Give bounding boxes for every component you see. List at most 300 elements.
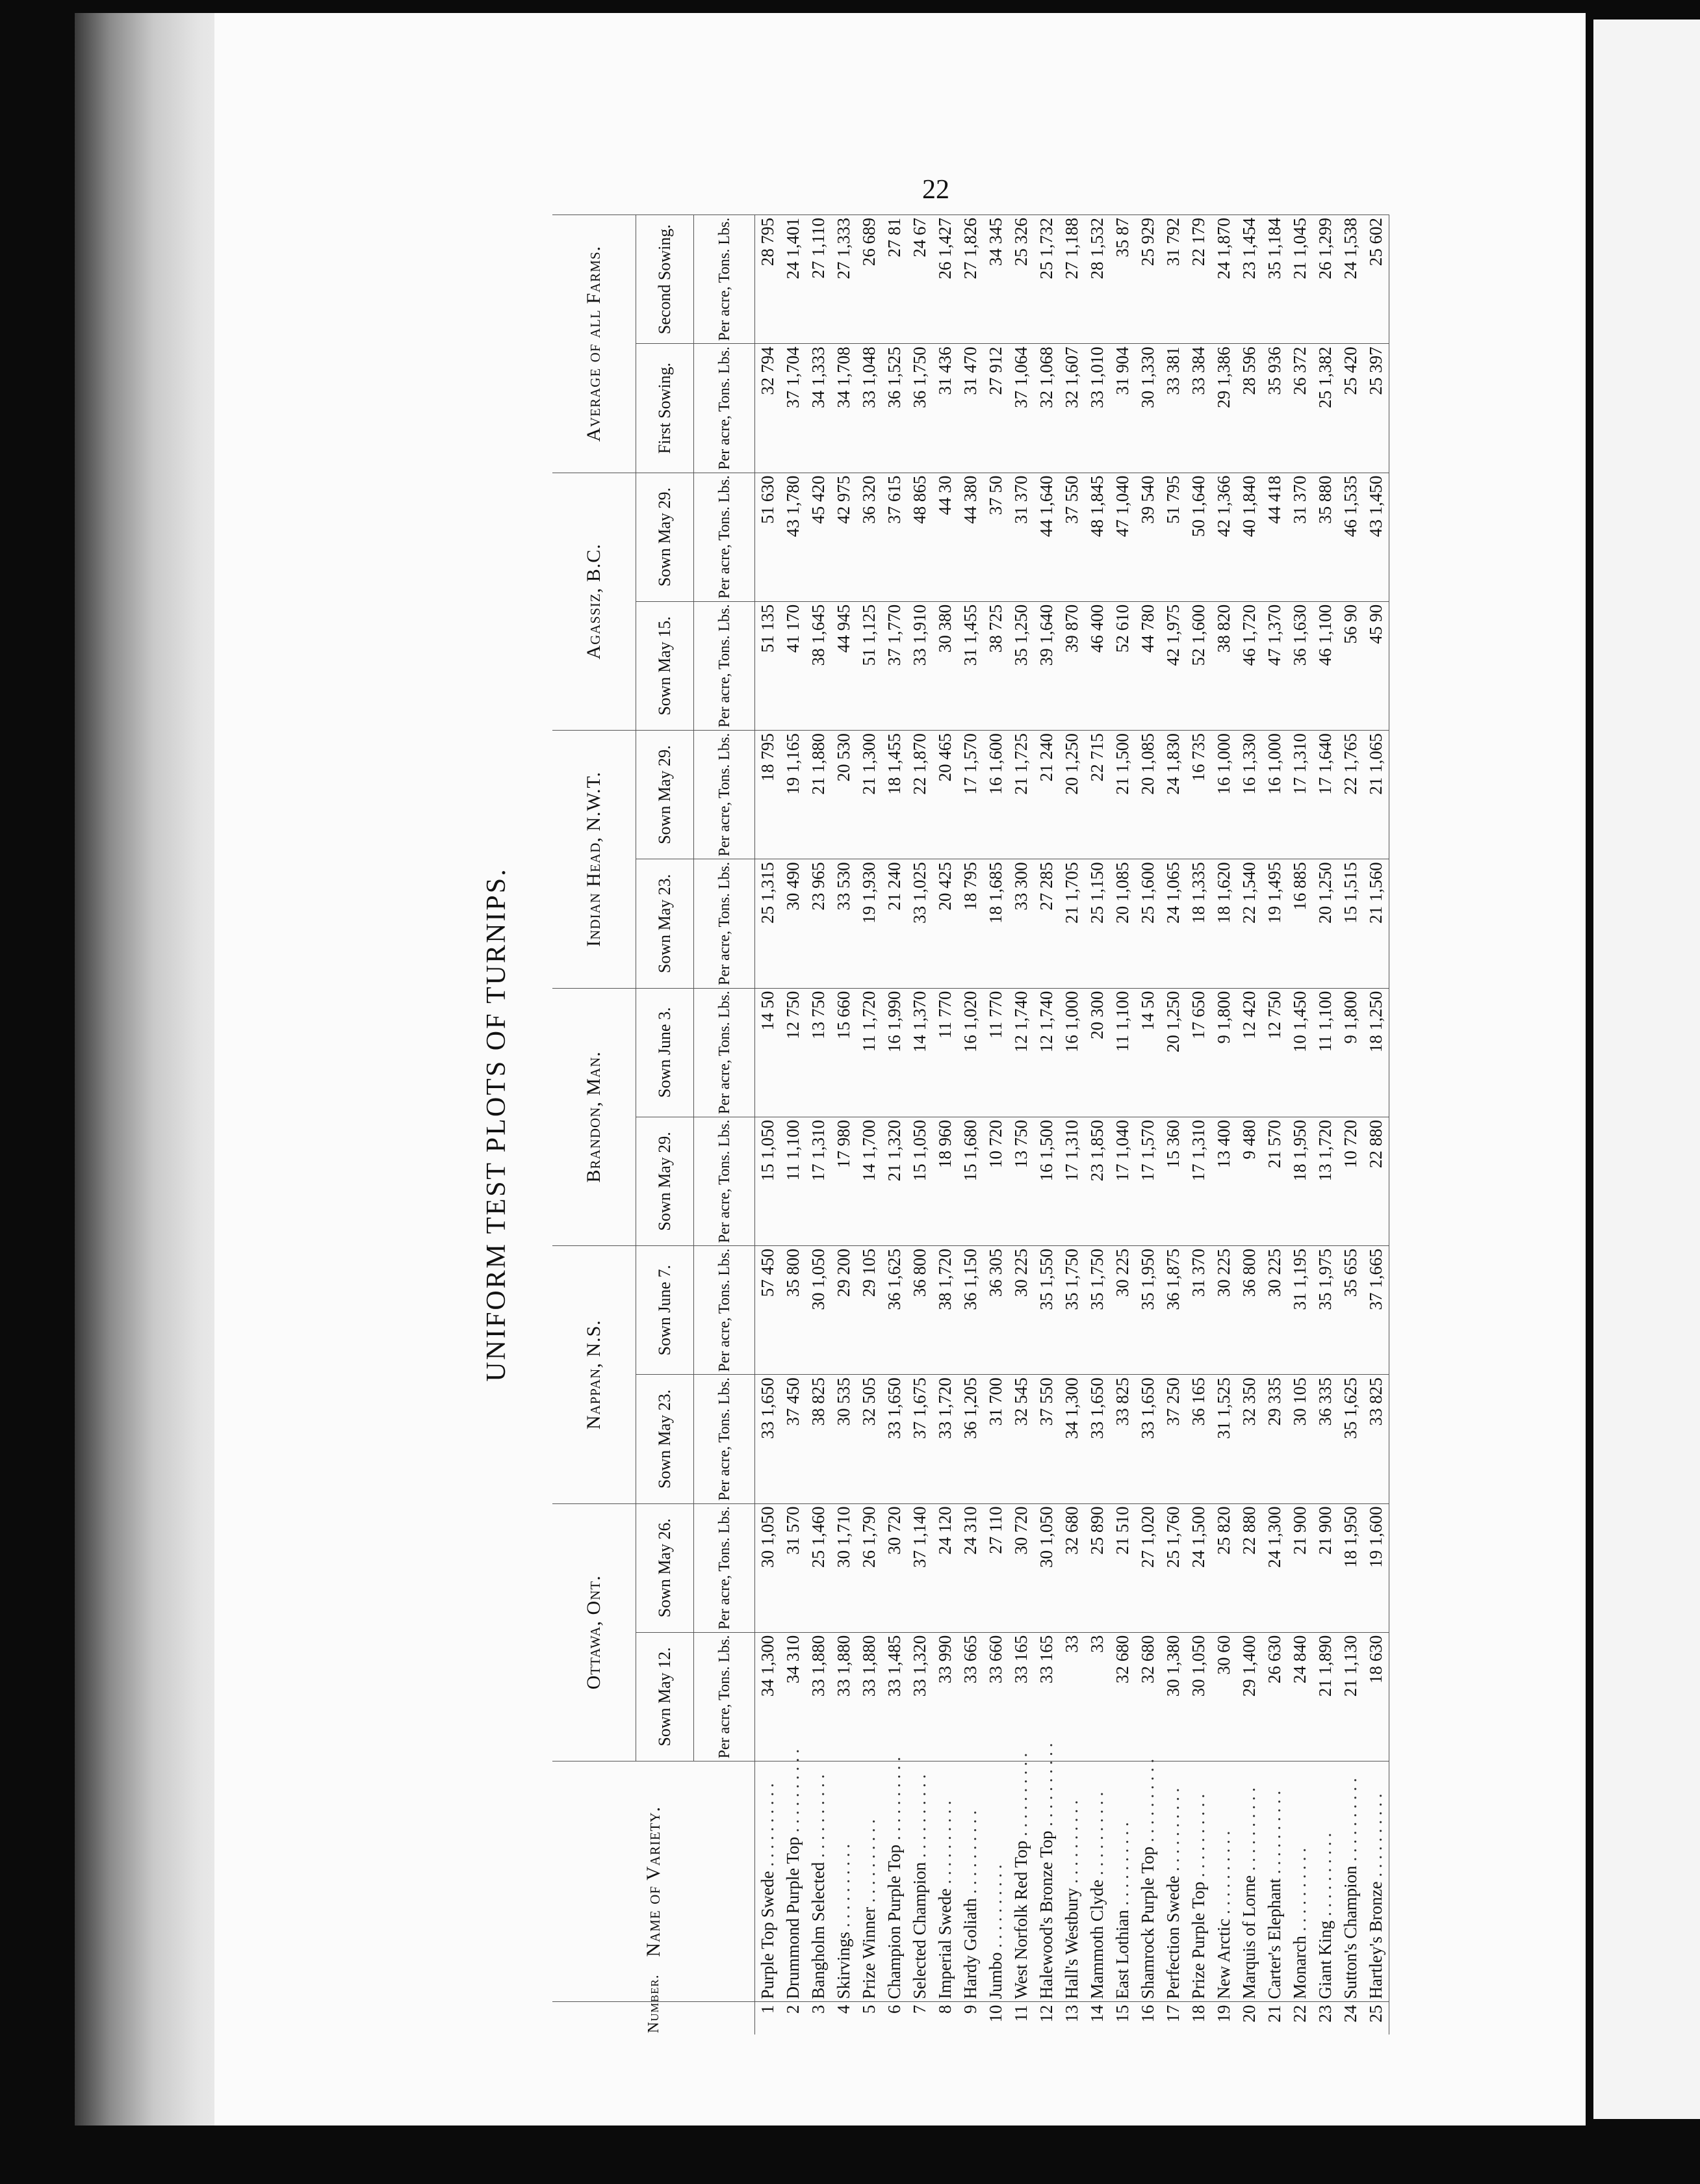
leader-dots [1239,1788,1259,1875]
yield-cell: 21 900 [1287,1503,1313,1632]
sowing-date-header: Sown May 15. [636,601,694,730]
yield-cell: 18 1,950 [1287,1117,1313,1245]
yield-cell: 18 1,455 [882,731,907,859]
yield-cell: 13 750 [806,988,831,1117]
leader-dots [910,1774,929,1862]
yield-cell: 30 380 [933,601,958,730]
yield-cell: 33 660 [983,1632,1009,1761]
yield-cell: 44 780 [1135,601,1161,730]
leader-dots [783,1749,803,1837]
yield-cell: 33 165 [1034,1632,1059,1761]
yield-cell: 31 700 [983,1375,1009,1503]
yield-cell: 31 1,195 [1287,1246,1313,1375]
table-title: UNIFORM TEST PLOTS OF TURNIPS. [482,867,511,1382]
yield-cell: 26 372 [1287,344,1313,473]
yield-cell: 15 660 [831,988,856,1117]
yield-cell: 25 1,382 [1313,344,1338,473]
yield-cell: 33 1,880 [831,1632,856,1761]
leader-dots [834,1844,853,1932]
yield-cell: 24 1,870 [1211,215,1237,344]
sowing-date-header: Sown May 26. [636,1503,694,1632]
yield-cell: 27 110 [983,1503,1009,1632]
yield-cell: 33 825 [1363,1375,1389,1503]
unit-header: Per acre, Tons. Lbs. [694,601,755,730]
sowing-date-header: Sown June 7. [636,1246,694,1375]
yield-cell: 35 87 [1110,215,1135,344]
yield-cell: 13 1,720 [1313,1117,1338,1245]
farm-group-header: Brandon, Man. [552,988,636,1245]
variety-name: Jumbo [986,1952,1005,1999]
variety-name-cell [1338,1762,1363,2002]
yield-cell: 27 1,333 [831,215,856,344]
yield-cell: 32 545 [1009,1375,1034,1503]
yield-cell: 17 1,570 [958,731,983,859]
table-row [1287,215,1313,2035]
leader-dots [1037,1743,1056,1831]
variety-name-cell [1211,1762,1237,2002]
yield-cell: 37 450 [780,1375,806,1503]
yield-cell: 17 1,570 [1135,1117,1161,1245]
yield-cell: 17 1,310 [806,1117,831,1245]
yield-cell: 24 1,538 [1338,215,1363,344]
yield-cell: 36 165 [1186,1375,1211,1503]
yield-cell: 31 370 [1009,473,1034,601]
leader-dots [1011,1753,1031,1841]
yield-cell: 11 1,720 [856,988,882,1117]
yield-cell: 35 1,975 [1313,1246,1338,1375]
yield-cell: 33 381 [1161,344,1186,473]
yield-cell: 38 1,720 [933,1246,958,1375]
table-row [1211,215,1237,2035]
yield-cell: 17 1,310 [1059,1117,1085,1245]
yield-cell: 30 225 [1211,1246,1237,1375]
sowing-date-header: Sown May 23. [636,1375,694,1503]
yield-cell: 44 380 [958,473,983,601]
row-number: 17 [1161,2002,1186,2034]
yield-cell: 30 225 [1110,1246,1135,1375]
yield-cell: 25 1,460 [806,1503,831,1632]
yield-cell: 24 67 [907,215,933,344]
yield-cell: 30 225 [1009,1246,1034,1375]
yield-cell: 37 550 [1059,473,1085,601]
yield-cell: 30 1,050 [1186,1632,1211,1761]
yield-cell: 33 1,880 [806,1632,831,1761]
yield-cell: 13 400 [1211,1117,1237,1245]
yield-cell: 16 1,000 [1059,988,1085,1117]
yield-cell: 51 1,125 [856,601,882,730]
yield-cell: 26 1,299 [1313,215,1338,344]
yield-cell: 23 1,850 [1085,1117,1110,1245]
yield-cell: 14 1,370 [907,988,933,1117]
yield-cell: 35 880 [1313,473,1338,601]
table-row [1135,215,1161,2035]
sowing-date-header: Sown May 29. [636,1117,694,1245]
variety-name: Mammoth Clyde [1087,1879,1107,1999]
yield-cell: 21 900 [1313,1503,1338,1632]
variety-name-cell [907,1762,933,2002]
yield-cell: 30 1,050 [806,1246,831,1375]
yield-cell: 33 1,048 [856,344,882,473]
yield-cell: 47 1,370 [1262,601,1287,730]
yield-cell: 20 1,085 [1110,859,1135,988]
yield-cell: 45 90 [1363,601,1389,730]
row-number: 20 [1237,2002,1262,2034]
yield-cell: 31 1,525 [1211,1375,1237,1503]
variety-name-cell [933,1762,958,2002]
variety-name: Skirvings [834,1931,853,1999]
yield-cell: 16 1,000 [1262,731,1287,859]
yield-cell: 36 1,630 [1287,601,1313,730]
yield-cell: 25 602 [1363,215,1389,344]
yield-cell: 24 1,300 [1262,1503,1287,1632]
yield-cell: 21 1,065 [1363,731,1389,859]
unit-header: Per acre, Tons. Lbs. [694,988,755,1117]
yield-cell: 33 384 [1186,344,1211,473]
yield-cell: 27 81 [882,215,907,344]
yield-cell: 46 1,100 [1313,601,1338,730]
yield-cell: 29 200 [831,1246,856,1375]
yield-cell: 14 50 [755,988,781,1117]
yield-cell: 27 1,020 [1135,1503,1161,1632]
yield-cell: 42 1,975 [1161,601,1186,730]
yield-cell: 32 505 [856,1375,882,1503]
table-row [882,215,907,2035]
leader-dots [1163,1788,1183,1876]
leader-dots [960,1810,980,1898]
variety-name-cell [1287,1762,1313,2002]
yield-cell: 30 535 [831,1375,856,1503]
yield-cell: 25 1,150 [1085,859,1110,988]
yield-cell: 34 345 [983,215,1009,344]
yield-cell: 29 1,386 [1211,344,1237,473]
yield-cell: 52 1,600 [1186,601,1211,730]
unit-header: Per acre, Tons. Lbs. [694,1117,755,1245]
yield-cell: 18 1,685 [983,859,1009,988]
row-number: 2 [780,2002,806,2034]
yield-cell: 44 30 [933,473,958,601]
yield-cell: 20 1,250 [1313,859,1338,988]
yield-cell: 33 1,485 [882,1632,907,1761]
yield-cell: 33 165 [1009,1632,1034,1761]
variety-name: West Norfolk Red Top [1011,1840,1031,1999]
yield-cell: 22 715 [1085,731,1110,859]
yield-cell: 25 326 [1009,215,1034,344]
yield-cell: 33 1,650 [755,1375,781,1503]
yield-cell: 33 1,650 [882,1375,907,1503]
yield-cell: 14 50 [1135,988,1161,1117]
yield-cell: 16 735 [1186,731,1211,859]
yield-cell: 15 1,050 [755,1117,781,1245]
yield-cell: 16 1,600 [983,731,1009,859]
farm-group-header: Agassiz, B.C. [552,473,636,730]
yield-cell: 32 350 [1237,1375,1262,1503]
variety-name: New Arctic [1214,1918,1233,1999]
yield-cell: 52 610 [1110,601,1135,730]
yield-cell: 35 655 [1338,1246,1363,1375]
row-number: 15 [1110,2002,1135,2034]
yield-cell: 34 1,333 [806,344,831,473]
yield-cell: 29 105 [856,1246,882,1375]
yield-cell: 22 179 [1186,215,1211,344]
yield-cell: 34 1,708 [831,344,856,473]
yield-cell: 57 450 [755,1246,781,1375]
yield-cell: 47 1,040 [1110,473,1135,601]
variety-name-cell [780,1762,806,2002]
row-number: 23 [1313,2002,1338,2034]
variety-name-cell [1085,1762,1110,2002]
yield-cell: 17 650 [1186,988,1211,1117]
yield-cell: 37 1,064 [1009,344,1034,473]
variety-name-cell [806,1762,831,2002]
yield-cell: 12 750 [1262,988,1287,1117]
variety-name: Prize Purple Top [1189,1881,1208,1999]
variety-name: Carter's Elephant [1265,1878,1284,1999]
variety-name: Hardy Goliath [960,1898,980,1999]
yield-cell: 33 1,720 [933,1375,958,1503]
yield-cell: 40 1,840 [1237,473,1262,601]
yield-cell: 30 1,710 [831,1503,856,1632]
row-number: 19 [1211,2002,1237,2034]
yield-cell: 22 880 [1363,1117,1389,1245]
variety-name-cell [1034,1762,1059,2002]
yield-cell: 37 550 [1034,1375,1059,1503]
yield-cell: 18 630 [1363,1632,1389,1761]
yield-cell: 38 825 [806,1375,831,1503]
yield-cell: 33 825 [1110,1375,1135,1503]
table-row [1338,215,1363,2035]
variety-name-cell [1262,1762,1287,2002]
yield-cell: 21 240 [882,859,907,988]
yield-cell: 37 250 [1161,1375,1186,1503]
table-row [907,215,933,2035]
yield-cell: 9 480 [1237,1117,1262,1245]
yield-cell: 17 1,310 [1287,731,1313,859]
yield-cell: 33 665 [958,1632,983,1761]
yield-cell: 30 720 [882,1503,907,1632]
row-number: 5 [856,2002,882,2034]
farm-group-header: Nappan, N.S. [552,1246,636,1503]
yield-cell: 19 1,495 [1262,859,1287,988]
sowing-date-header: Sown May 29. [636,731,694,859]
yield-cell: 17 1,310 [1186,1117,1211,1245]
yield-cell: 24 840 [1287,1632,1313,1761]
yield-cell: 32 1,607 [1059,344,1085,473]
farm-group-header: Average of all Farms. [552,215,636,473]
yield-cell: 25 1,760 [1161,1503,1186,1632]
yield-cell: 33 [1059,1632,1085,1761]
yield-cell: 44 418 [1262,473,1287,601]
variety-name: Selected Champion [910,1862,929,1999]
yield-cell: 21 1,045 [1287,215,1313,344]
yield-cell: 37 1,704 [780,344,806,473]
yield-cell: 9 1,800 [1211,988,1237,1117]
table-row [958,215,983,2035]
yield-cell: 33 1,025 [907,859,933,988]
yield-cell: 33 1,650 [1135,1375,1161,1503]
variety-name: Sutton's Champion [1341,1866,1360,1999]
yield-cell: 35 800 [780,1246,806,1375]
yield-cell: 29 1,400 [1237,1632,1262,1761]
yield-cell: 21 510 [1110,1503,1135,1632]
yield-cell: 34 310 [780,1632,806,1761]
yield-cell: 23 1,454 [1237,215,1262,344]
sowing-date-header: Sown May 12. [636,1632,694,1761]
row-number: 6 [882,2002,907,2034]
yield-cell: 16 1,330 [1237,731,1262,859]
yield-cell: 16 1,990 [882,988,907,1117]
leader-dots [1087,1792,1107,1880]
yield-cell: 35 1,750 [1085,1246,1110,1375]
yield-cell: 26 1,790 [856,1503,882,1632]
unit-header: Per acre, Tons. Lbs. [694,1632,755,1761]
leader-dots [758,1783,777,1871]
yield-cell: 20 300 [1085,988,1110,1117]
yield-cell: 25 420 [1338,344,1363,473]
yield-cell: 24 1,830 [1161,731,1186,859]
sowing-date-header: Sown June 3. [636,988,694,1117]
table-row [806,215,831,2035]
yield-cell: 35 1,550 [1034,1246,1059,1375]
sowing-date-header: Sown May 23. [636,859,694,988]
yield-cell: 31 1,455 [958,601,983,730]
yield-cell: 16 1,500 [1034,1117,1059,1245]
row-number: 1 [755,2002,781,2034]
variety-name: Bangholm Selected [808,1862,828,1999]
yield-cell: 26 689 [856,215,882,344]
yield-cell: 37 1,140 [907,1503,933,1632]
variety-name-cell [1186,1762,1211,2002]
yield-cell: 39 540 [1135,473,1161,601]
yield-cell: 21 1,320 [882,1117,907,1245]
variety-name-cell [1059,1762,1085,2002]
yield-cell: 14 1,700 [856,1117,882,1245]
leader-dots [859,1819,879,1907]
unit-header: Per acre, Tons. Lbs. [694,859,755,988]
yield-cell: 21 1,560 [1363,859,1389,988]
variety-name: Hall's Westbury [1062,1888,1081,1999]
variety-name: Giant King [1315,1920,1335,1999]
table-row [983,215,1009,2035]
yield-cell: 26 630 [1262,1632,1287,1761]
table-row [780,215,806,2035]
yield-cell: 17 1,040 [1110,1117,1135,1245]
table-row [1161,215,1186,2035]
variety-name-cell [831,1762,856,2002]
leader-dots [935,1800,955,1888]
leader-dots [1341,1778,1360,1866]
variety-name: Purple Top Swede [758,1871,777,1999]
variety-name-cell [1313,1762,1338,2002]
yield-cell: 15 360 [1161,1117,1186,1245]
yield-cell: 22 1,765 [1338,731,1363,859]
yield-cell: 13 750 [1009,1117,1034,1245]
row-number: 4 [831,2002,856,2034]
row-number: 10 [983,2002,1009,2034]
variety-name-cell [856,1762,882,2002]
yield-cell: 30 720 [1009,1503,1034,1632]
yield-cell: 37 1,770 [882,601,907,730]
yield-cell: 32 794 [755,344,781,473]
yield-cell: 28 795 [755,215,781,344]
yield-cell: 10 1,450 [1287,988,1313,1117]
yield-cell: 27 912 [983,344,1009,473]
yield-cell: 12 750 [780,988,806,1117]
variety-name: Champion Purple Top [884,1844,904,1999]
leader-dots [1062,1800,1081,1888]
leader-dots [1290,1848,1309,1936]
yield-cell: 36 800 [1237,1246,1262,1375]
yield-cell: 56 90 [1338,601,1363,730]
yield-cell: 37 1,665 [1363,1246,1389,1375]
yield-cell: 25 397 [1363,344,1389,473]
yield-cell: 11 1,100 [780,1117,806,1245]
yield-cell: 20 425 [933,859,958,988]
yield-cell: 18 1,250 [1363,988,1389,1117]
row-number: 7 [907,2002,933,2034]
yield-cell: 18 795 [755,731,781,859]
yield-cell: 19 1,165 [780,731,806,859]
facing-page-edge [1593,20,1700,2119]
variety-name-cell [1009,1762,1034,2002]
yield-cell: 18 960 [933,1117,958,1245]
yield-cell: 12 1,740 [1009,988,1034,1117]
row-number: 21 [1262,2002,1287,2034]
yield-cell: 31 792 [1161,215,1186,344]
yield-cell: 20 1,250 [1161,988,1186,1117]
yield-cell: 36 1,875 [1161,1246,1186,1375]
yield-cell: 25 820 [1211,1503,1237,1632]
yield-cell: 51 795 [1161,473,1186,601]
yield-cell: 43 1,450 [1363,473,1389,601]
unit-header: Per acre, Tons. Lbs. [694,215,755,344]
table-row [831,215,856,2035]
table-row [856,215,882,2035]
table-row [1313,215,1338,2035]
variety-name: Marquis of Lorne [1239,1875,1259,1999]
yield-cell: 10 720 [983,1117,1009,1245]
yield-cell: 32 680 [1110,1632,1135,1761]
yield-cell: 21 1,300 [856,731,882,859]
yield-cell: 12 1,740 [1034,988,1059,1117]
yield-cell: 38 725 [983,601,1009,730]
yield-cell: 30 1,330 [1135,344,1161,473]
variety-name: Halewood's Bronze Top [1037,1830,1056,1999]
yield-cell: 25 1,732 [1034,215,1059,344]
yield-cell: 36 1,205 [958,1375,983,1503]
yield-cell: 41 170 [780,601,806,730]
yield-cell: 15 1,050 [907,1117,933,1245]
sowing-date-header: Sown May 29. [636,473,694,601]
yield-cell: 34 1,300 [755,1632,781,1761]
yield-cell: 44 945 [831,601,856,730]
yield-cell: 28 1,532 [1085,215,1110,344]
row-number: 22 [1287,2002,1313,2034]
row-number: 18 [1186,2002,1211,2034]
yield-cell: 30 1,380 [1161,1632,1186,1761]
yield-cell: 27 1,110 [806,215,831,344]
turnip-test-plots-table [552,214,1389,2034]
yield-cell: 36 1,150 [958,1246,983,1375]
yield-cell: 34 1,300 [1059,1375,1085,1503]
yield-cell: 20 530 [831,731,856,859]
leader-dots [884,1757,904,1845]
yield-cell: 50 1,640 [1186,473,1211,601]
yield-cell: 16 1,020 [958,988,983,1117]
yield-cell: 20 1,250 [1059,731,1085,859]
yield-cell: 21 1,880 [806,731,831,859]
unit-header: Per acre, Tons. Lbs. [694,344,755,473]
variety-name-cell [1237,1762,1262,2002]
